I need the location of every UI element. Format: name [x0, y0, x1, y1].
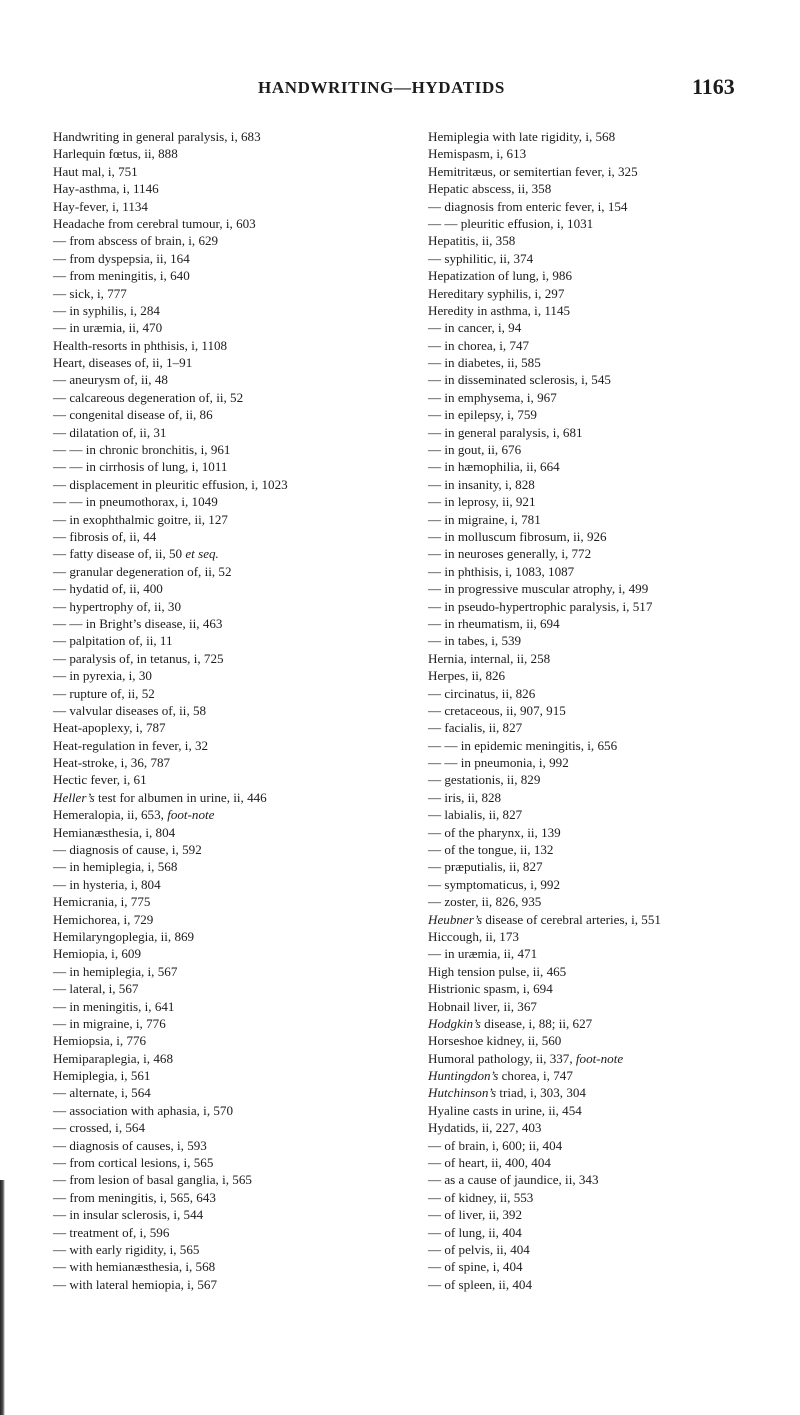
index-entry-text: Hemispasm, i, 613 [428, 146, 527, 162]
index-entry-text: Hemitritæus, or semitertian fever, i, 325 [428, 163, 638, 179]
index-entry-text: — in diabetes, ii, 585 [428, 355, 541, 371]
index-entry [53, 1241, 408, 1258]
index-entry [53, 667, 408, 684]
index-entry [428, 963, 788, 980]
index-entry [53, 250, 408, 267]
index-entry [53, 371, 408, 388]
index-entry-text: — gestationis, ii, 829 [428, 772, 541, 788]
index-entry [428, 893, 788, 910]
index-entry [428, 1171, 788, 1188]
index-entry-text: — diagnosis of causes, i, 593 [53, 1137, 207, 1153]
index-entry [428, 128, 788, 145]
index-entry [53, 302, 408, 319]
index-entry [428, 302, 788, 319]
index-entry [428, 771, 788, 788]
index-entry-text: — with hemianæsthesia, i, 568 [53, 1259, 216, 1275]
index-entry-text: — rupture of, ii, 52 [53, 685, 155, 701]
index-entry [428, 928, 788, 945]
index-entry [53, 285, 408, 302]
index-entry-text: Hepatic abscess, ii, 358 [428, 181, 552, 197]
index-entry-text: — of spleen, ii, 404 [428, 1276, 533, 1292]
index-entry [53, 1154, 408, 1171]
index-entry [53, 719, 408, 736]
index-entry-text: — valvular diseases of, ii, 58 [53, 702, 207, 718]
index-entry-text: Hemeralopia, ii, 653, [53, 807, 168, 823]
index-entry [53, 911, 408, 928]
index-entry [53, 163, 408, 180]
index-entry [428, 737, 788, 754]
index-entry [428, 858, 788, 875]
index-entry-text: — hydatid of, ii, 400 [53, 581, 163, 597]
index-column-left [53, 128, 408, 1293]
index-entry-text: Harlequin fœtus, ii, 888 [53, 146, 178, 162]
index-entry-text: — of liver, ii, 392 [428, 1207, 523, 1223]
index-entry [428, 337, 788, 354]
index-entry [53, 1032, 408, 1049]
index-entry [53, 963, 408, 980]
index-entry-text: — of pelvis, ii, 404 [428, 1242, 530, 1257]
index-entry [53, 528, 408, 545]
index-entry-text: — from dyspepsia, ii, 164 [53, 250, 190, 266]
index-entry [428, 1224, 788, 1241]
index-entry-text: — in cancer, i, 94 [428, 320, 522, 336]
index-entry [53, 580, 408, 597]
index-entry [53, 1206, 408, 1223]
index-entry-text: — symptomaticus, i, 992 [428, 876, 561, 892]
index-entry [428, 163, 788, 180]
index-entry-text: Hyaline casts in urine, ii, 454 [428, 1102, 582, 1118]
index-entry-text: — — in cirrhosis of lung, i, 1011 [53, 459, 228, 475]
index-entry [428, 876, 788, 893]
index-entry-text: — diagnosis from enteric fever, i, 154 [428, 198, 628, 214]
index-entry-text: Haut mal, i, 751 [53, 163, 138, 179]
running-head: HANDWRITING—HYDATIDS [258, 78, 505, 97]
index-column-right [428, 128, 788, 1293]
index-entry [53, 476, 408, 493]
index-entry-text: Hectic fever, i, 61 [53, 772, 147, 788]
index-entry-text: Herpes, ii, 826 [428, 668, 506, 684]
index-entry-text: Hepatization of lung, i, 986 [428, 268, 572, 284]
index-entry-text: — of spine, i, 404 [428, 1259, 523, 1275]
index-entry-text: — calcareous degeneration of, ii, 52 [53, 389, 244, 405]
index-entry [53, 685, 408, 702]
index-entry-text: Hereditary syphilis, i, 297 [428, 285, 565, 301]
index-entry [53, 128, 408, 145]
index-entry-italic: foot-note [575, 1050, 624, 1066]
index-entry-text: — præputialis, ii, 827 [428, 859, 543, 875]
index-entry-text: — in gout, ii, 676 [428, 442, 522, 458]
index-entry [428, 285, 788, 302]
index-entry-text: — in general paralysis, i, 681 [428, 424, 583, 440]
index-entry-text: — of the tongue, ii, 132 [428, 842, 554, 858]
index-entry-text: — in disseminated sclerosis, i, 545 [428, 372, 611, 388]
index-entry [53, 789, 408, 806]
index-entry [53, 806, 408, 823]
index-entry [428, 389, 788, 406]
index-entry-text: Hobnail liver, ii, 367 [428, 998, 537, 1014]
index-entry-text: — in meningitis, i, 641 [53, 998, 175, 1014]
index-entry-text: — in chorea, i, 747 [428, 337, 530, 353]
index-entry-text: — facialis, ii, 827 [428, 720, 523, 736]
index-entry [53, 1067, 408, 1084]
index-entry [53, 632, 408, 649]
index-entry-text: — lateral, i, 567 [53, 981, 139, 997]
index-entry-text: — from cortical lesions, i, 565 [53, 1155, 214, 1171]
index-entry [428, 1050, 788, 1067]
index-entry-text: — labialis, ii, 827 [428, 807, 523, 823]
index-entry [428, 598, 788, 615]
index-entry-text: — — in chronic bronchitis, i, 961 [53, 442, 231, 458]
index-entry-text: — alternate, i, 564 [53, 1085, 151, 1101]
index-entry [53, 319, 408, 336]
index-entry [53, 1084, 408, 1101]
index-entry [53, 1050, 408, 1067]
index-entry-text: — congenital disease of, ii, 86 [53, 407, 213, 423]
index-entry [53, 441, 408, 458]
index-entry [428, 215, 788, 232]
index-entry-text: — of heart, ii, 400, 404 [428, 1155, 551, 1171]
index-entry [428, 1189, 788, 1206]
index-entry-text: — as a cause of jaundice, ii, 343 [428, 1172, 599, 1188]
index-entry-text: High tension pulse, ii, 465 [428, 963, 567, 979]
index-entry [53, 998, 408, 1015]
index-entry [428, 180, 788, 197]
index-entry-text: Hiccough, ii, 173 [428, 928, 519, 944]
index-entry [428, 319, 788, 336]
index-entry-text: Heat-stroke, i, 36, 787 [53, 755, 171, 771]
index-entry [53, 928, 408, 945]
index-entry-text: Hemiplegia with late rigidity, i, 568 [428, 129, 616, 144]
index-entry-text: Hemiopia, i, 609 [53, 946, 142, 962]
index-entry-italic: Huntingdon’s [428, 1068, 499, 1084]
index-entry [428, 841, 788, 858]
index-entry [428, 1154, 788, 1171]
index-entry [53, 545, 408, 562]
index-entry-italic: Heller’s [53, 789, 95, 805]
index-entry [53, 980, 408, 997]
index-entry-text: — in epilepsy, i, 759 [428, 407, 537, 423]
index-entry [53, 1276, 408, 1293]
index-entry-text: — of kidney, ii, 553 [428, 1189, 534, 1205]
index-entry [53, 145, 408, 162]
index-entry-text: — in hemiplegia, i, 567 [53, 963, 178, 979]
index-entry-text: Hemichorea, i, 729 [53, 911, 154, 927]
index-entry-text: — — in epidemic meningitis, i, 656 [428, 737, 618, 753]
index-entry-text: Histrionic spasm, i, 694 [428, 981, 553, 997]
index-entry-text: disease, i, 88; ii, 627 [480, 1015, 593, 1031]
index-entry-text: — in tabes, i, 539 [428, 633, 522, 649]
index-entry [53, 1015, 408, 1032]
index-entry [428, 998, 788, 1015]
index-entry [53, 598, 408, 615]
index-entry [53, 232, 408, 249]
index-entry-text: — from lesion of basal ganglia, i, 565 [53, 1172, 252, 1188]
index-entry-text: Heat-regulation in fever, i, 32 [53, 737, 209, 753]
index-entry-italic: Hutchinson’s [428, 1085, 497, 1101]
index-entry-text: disease of cerebral arteries, i, 551 [482, 911, 661, 927]
index-entry-text: Heat-apoplexy, i, 787 [53, 720, 166, 736]
index-entry-text: — of the pharynx, ii, 139 [428, 824, 561, 840]
index-entry-text: Hepatitis, ii, 358 [428, 233, 516, 249]
index-entry [53, 1224, 408, 1241]
index-entry-text: — in insanity, i, 828 [428, 476, 535, 492]
index-entry [428, 406, 788, 423]
index-entry [53, 511, 408, 528]
index-entry [428, 511, 788, 528]
page-number: 1163 [692, 74, 735, 99]
index-entry [53, 563, 408, 580]
index-entry [53, 824, 408, 841]
index-entry-text: — crossed, i, 564 [53, 1120, 146, 1136]
index-entry [428, 1084, 788, 1101]
index-entry [428, 424, 788, 441]
index-entry-text: — from abscess of brain, i, 629 [53, 233, 219, 249]
index-entry-text: — in progressive muscular atrophy, i, 499 [428, 581, 649, 597]
index-entry [428, 545, 788, 562]
index-entry-text: — from meningitis, i, 565, 643 [53, 1189, 216, 1205]
index-entry [428, 806, 788, 823]
index-entry-text: triad, i, 303, 304 [496, 1085, 586, 1101]
index-entry [428, 1276, 788, 1293]
index-entry-text: — treatment of, i, 596 [53, 1224, 170, 1240]
index-entry-text: — in emphysema, i, 967 [428, 389, 557, 405]
index-entry-text: — in migraine, i, 776 [53, 1015, 166, 1031]
index-entry-text: — in neuroses generally, i, 772 [428, 546, 592, 562]
index-entry [53, 858, 408, 875]
index-entry [428, 493, 788, 510]
index-entry [428, 354, 788, 371]
index-entry [428, 1206, 788, 1223]
index-entry [428, 371, 788, 388]
index-entry-text: test for albumen in urine, ii, 446 [94, 789, 267, 805]
index-entry [428, 911, 788, 928]
index-entry-text: — syphilitic, ii, 374 [428, 250, 534, 266]
index-entry-text: — dilatation of, ii, 31 [53, 424, 167, 440]
index-entry [53, 354, 408, 371]
index-entry-text: Hemiparaplegia, i, 468 [53, 1050, 173, 1066]
index-entry-text: — palpitation of, ii, 11 [53, 633, 173, 649]
index-entry [428, 441, 788, 458]
index-entry-text: Hemiplegia, i, 561 [53, 1068, 151, 1084]
index-entry-text: — in pyrexia, i, 30 [53, 668, 152, 684]
index-entry-text: Humoral pathology, ii, 337, [428, 1050, 576, 1066]
index-entry [53, 337, 408, 354]
index-entry-text: — — in pneumonia, i, 992 [428, 755, 569, 771]
index-entry-text: — in pseudo-hypertrophic paralysis, i, 517 [428, 598, 653, 614]
index-entry [53, 458, 408, 475]
index-entry-text: Hay-asthma, i, 1146 [53, 181, 159, 197]
index-entry-text: — from meningitis, i, 640 [53, 268, 190, 284]
index-entry-text: Horseshoe kidney, ii, 560 [428, 1033, 562, 1049]
index-entry-text: — aneurysm of, ii, 48 [53, 372, 168, 388]
index-entry-text: — in syphilis, i, 284 [53, 302, 160, 318]
index-entry-text: — displacement in pleuritic effusion, i, 1023 [53, 476, 288, 492]
index-entry [53, 771, 408, 788]
index-entry [428, 250, 788, 267]
index-entry [428, 458, 788, 475]
index-entry [53, 493, 408, 510]
index-entry-text: — fatty disease of, ii, 50 [53, 546, 186, 562]
index-entry-text: Hernia, internal, ii, 258 [428, 650, 551, 666]
index-entry [53, 893, 408, 910]
index-entry-text: — in uræmia, ii, 471 [428, 946, 538, 962]
index-entry [53, 1119, 408, 1136]
index-entry [53, 702, 408, 719]
index-entry [428, 476, 788, 493]
index-entry [53, 424, 408, 441]
index-entry-text: Hemianæsthesia, i, 804 [53, 824, 176, 840]
index-entry [428, 650, 788, 667]
index-entry-text: — in exophthalmic goitre, ii, 127 [53, 511, 228, 527]
index-entry-text: — fibrosis of, ii, 44 [53, 528, 157, 544]
index-entry [428, 632, 788, 649]
index-entry [53, 180, 408, 197]
index-entry-text: — of brain, i, 600; ii, 404 [428, 1137, 563, 1153]
index-entry-text: — in migraine, i, 781 [428, 511, 541, 527]
index-entry-text: — — in Bright’s disease, ii, 463 [53, 615, 223, 631]
index-entry [428, 945, 788, 962]
index-entry-text: — in phthisis, i, 1083, 1087 [428, 563, 575, 579]
index-entry-text: — in hysteria, i, 804 [53, 876, 161, 892]
index-entry [428, 980, 788, 997]
index-entry [428, 1015, 788, 1032]
index-entry-text: — granular degeneration of, ii, 52 [53, 563, 232, 579]
index-entry [428, 615, 788, 632]
index-entry-text: — paralysis of, in tetanus, i, 725 [53, 650, 224, 666]
index-entry-text: — cretaceous, ii, 907, 915 [428, 702, 566, 718]
index-entry-text: — in hæmophilia, ii, 664 [428, 459, 560, 475]
index-entry-text: Hemicrania, i, 775 [53, 894, 151, 910]
index-entry [428, 580, 788, 597]
index-entry-text: — in hemiplegia, i, 568 [53, 859, 178, 875]
index-entry-text: — in rheumatism, ii, 694 [428, 615, 560, 631]
index-entry-italic: Heubner’s [428, 911, 483, 927]
index-entry-text: Hemiopsia, i, 776 [53, 1033, 147, 1049]
index-entry-text: Handwriting in general paralysis, i, 683 [53, 129, 261, 144]
page-header [0, 74, 800, 108]
index-entry [428, 145, 788, 162]
index-entry-italic: Hodgkin’s [428, 1015, 481, 1031]
index-entry [428, 719, 788, 736]
index-entry [53, 945, 408, 962]
index-entry-text: — — in pneumothorax, i, 1049 [53, 494, 218, 510]
index-entry-text: — diagnosis of cause, i, 592 [53, 842, 202, 858]
index-entry-text: Hydatids, ii, 227, 403 [428, 1120, 542, 1136]
index-entry-text: — in uræmia, ii, 470 [53, 320, 163, 336]
index-entry [428, 1032, 788, 1049]
index-entry [53, 876, 408, 893]
index-entry-italic: foot-note [167, 807, 215, 823]
index-entry [428, 1067, 788, 1084]
index-entry-text: — of lung, ii, 404 [428, 1224, 522, 1240]
index-entry-text: Headache from cerebral tumour, i, 603 [53, 215, 256, 231]
index-entry [428, 1258, 788, 1275]
index-entry [53, 1102, 408, 1119]
index-entry [428, 685, 788, 702]
index-entry-text: — hypertrophy of, ii, 30 [53, 598, 182, 614]
index-entry [428, 1241, 788, 1258]
index-entry [428, 563, 788, 580]
index-entry [53, 198, 408, 215]
index-entry [53, 1258, 408, 1275]
index-entry [428, 754, 788, 771]
index-entry [53, 1171, 408, 1188]
index-entry-text: Heart, diseases of, ii, 1–91 [53, 355, 193, 371]
index-entry-text: — in molluscum fibrosum, ii, 926 [428, 528, 607, 544]
index-entry [428, 267, 788, 284]
index-entry [53, 406, 408, 423]
index-entry-text: — association with aphasia, i, 570 [53, 1102, 234, 1118]
index-entry-text: — in insular sclerosis, i, 544 [53, 1207, 204, 1223]
index-entry-text: — with lateral hemiopia, i, 567 [53, 1276, 217, 1292]
index-entry-text: Hemilaryngoplegia, ii, 869 [53, 928, 195, 944]
index-entry [428, 528, 788, 545]
index-entry-text: — circinatus, ii, 826 [428, 685, 536, 701]
index-entry [428, 1102, 788, 1119]
index-entry-italic: et seq. [185, 546, 219, 562]
index-entry [428, 667, 788, 684]
index-entry [53, 615, 408, 632]
index-entry-text: chorea, i, 747 [498, 1068, 573, 1084]
index-entry [53, 389, 408, 406]
index-entry [428, 198, 788, 215]
index-entry [53, 1189, 408, 1206]
index-entry [53, 841, 408, 858]
index-entry [428, 232, 788, 249]
index-entry [428, 789, 788, 806]
index-entry-text: Heredity in asthma, i, 1145 [428, 302, 571, 318]
index-entry-text: — iris, ii, 828 [428, 789, 502, 805]
index-entry [428, 824, 788, 841]
index-entry [428, 1119, 788, 1136]
index-entry-text: — in leprosy, ii, 921 [428, 494, 536, 510]
index-entry-text: — sick, i, 777 [53, 285, 127, 301]
index-entry [53, 754, 408, 771]
index-entry [53, 267, 408, 284]
index-entry-text: Hay-fever, i, 1134 [53, 198, 148, 214]
index-entry-text: — with early rigidity, i, 565 [53, 1242, 200, 1257]
index-entry [53, 215, 408, 232]
index-entry [53, 1137, 408, 1154]
index-entry [428, 1137, 788, 1154]
index-entry [53, 737, 408, 754]
page-edge-shadow [0, 1180, 5, 1415]
index-entry [53, 650, 408, 667]
index-entry-text: — — pleuritic effusion, i, 1031 [428, 215, 594, 231]
index-entry-text: — zoster, ii, 826, 935 [428, 894, 542, 910]
index-entry [428, 702, 788, 719]
index-entry-text: Health-resorts in phthisis, i, 1108 [53, 337, 228, 353]
